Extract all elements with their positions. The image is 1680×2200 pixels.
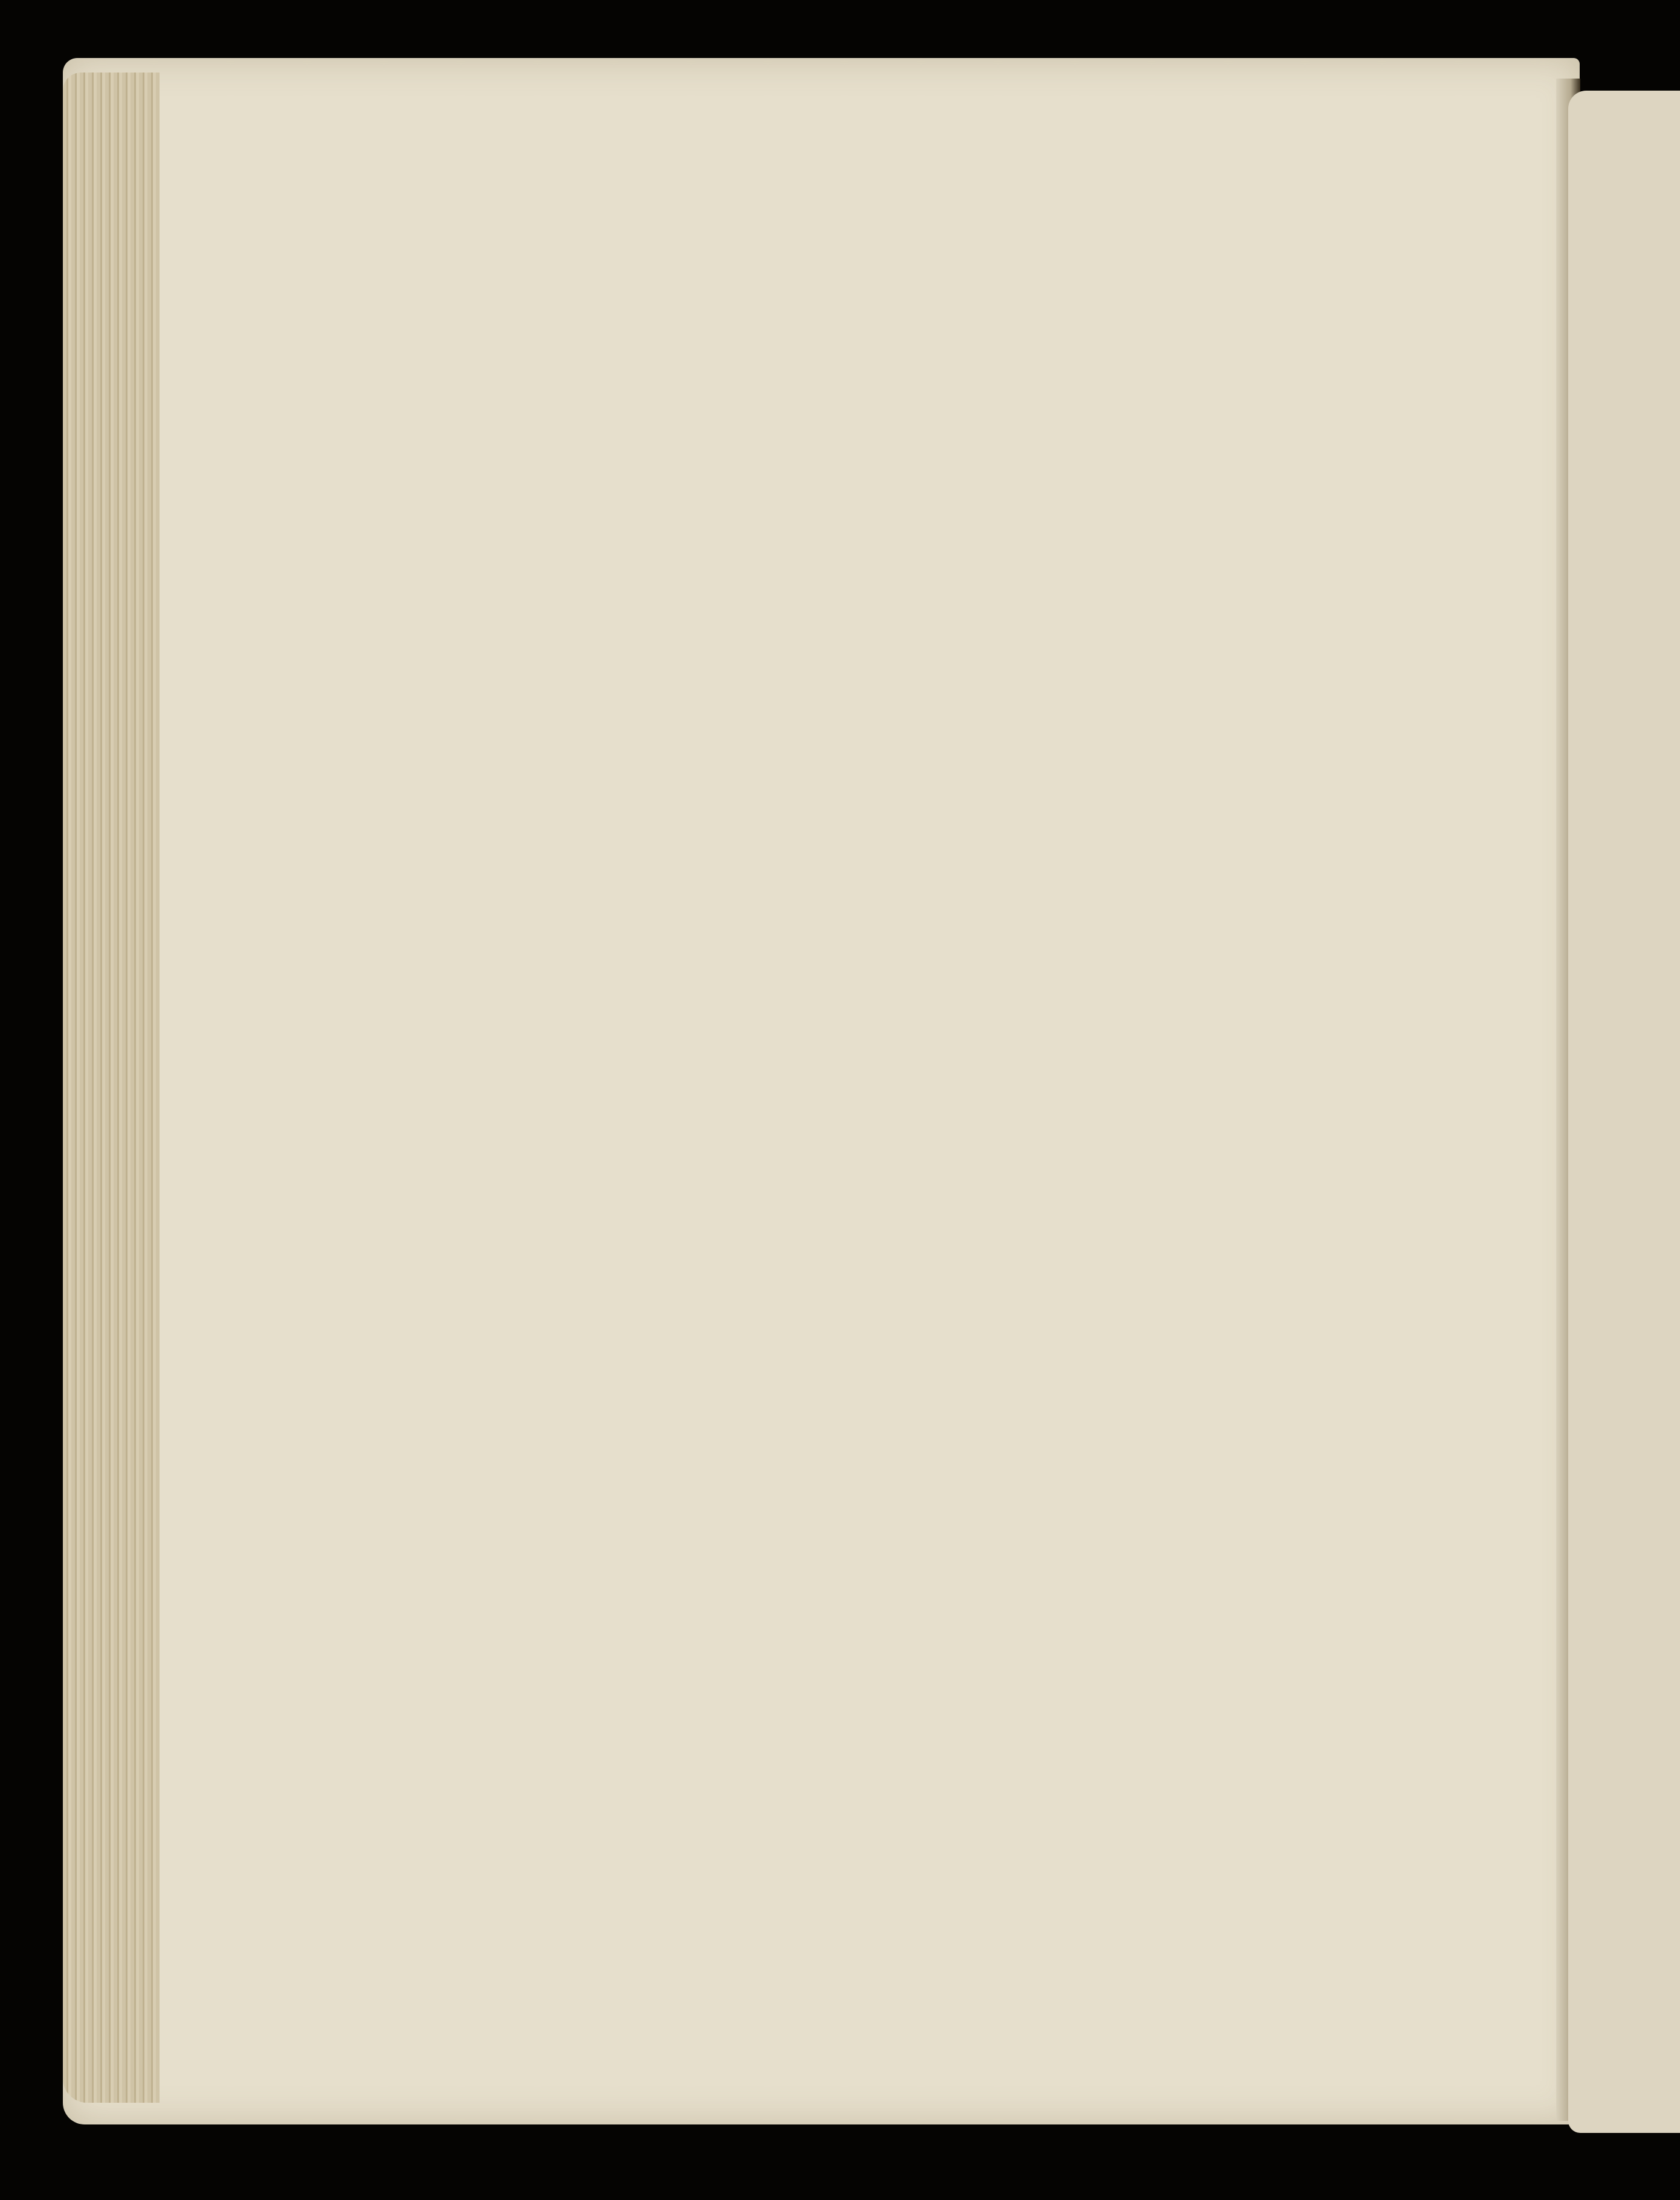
valuation-note: [1161, 1263, 1204, 1353]
